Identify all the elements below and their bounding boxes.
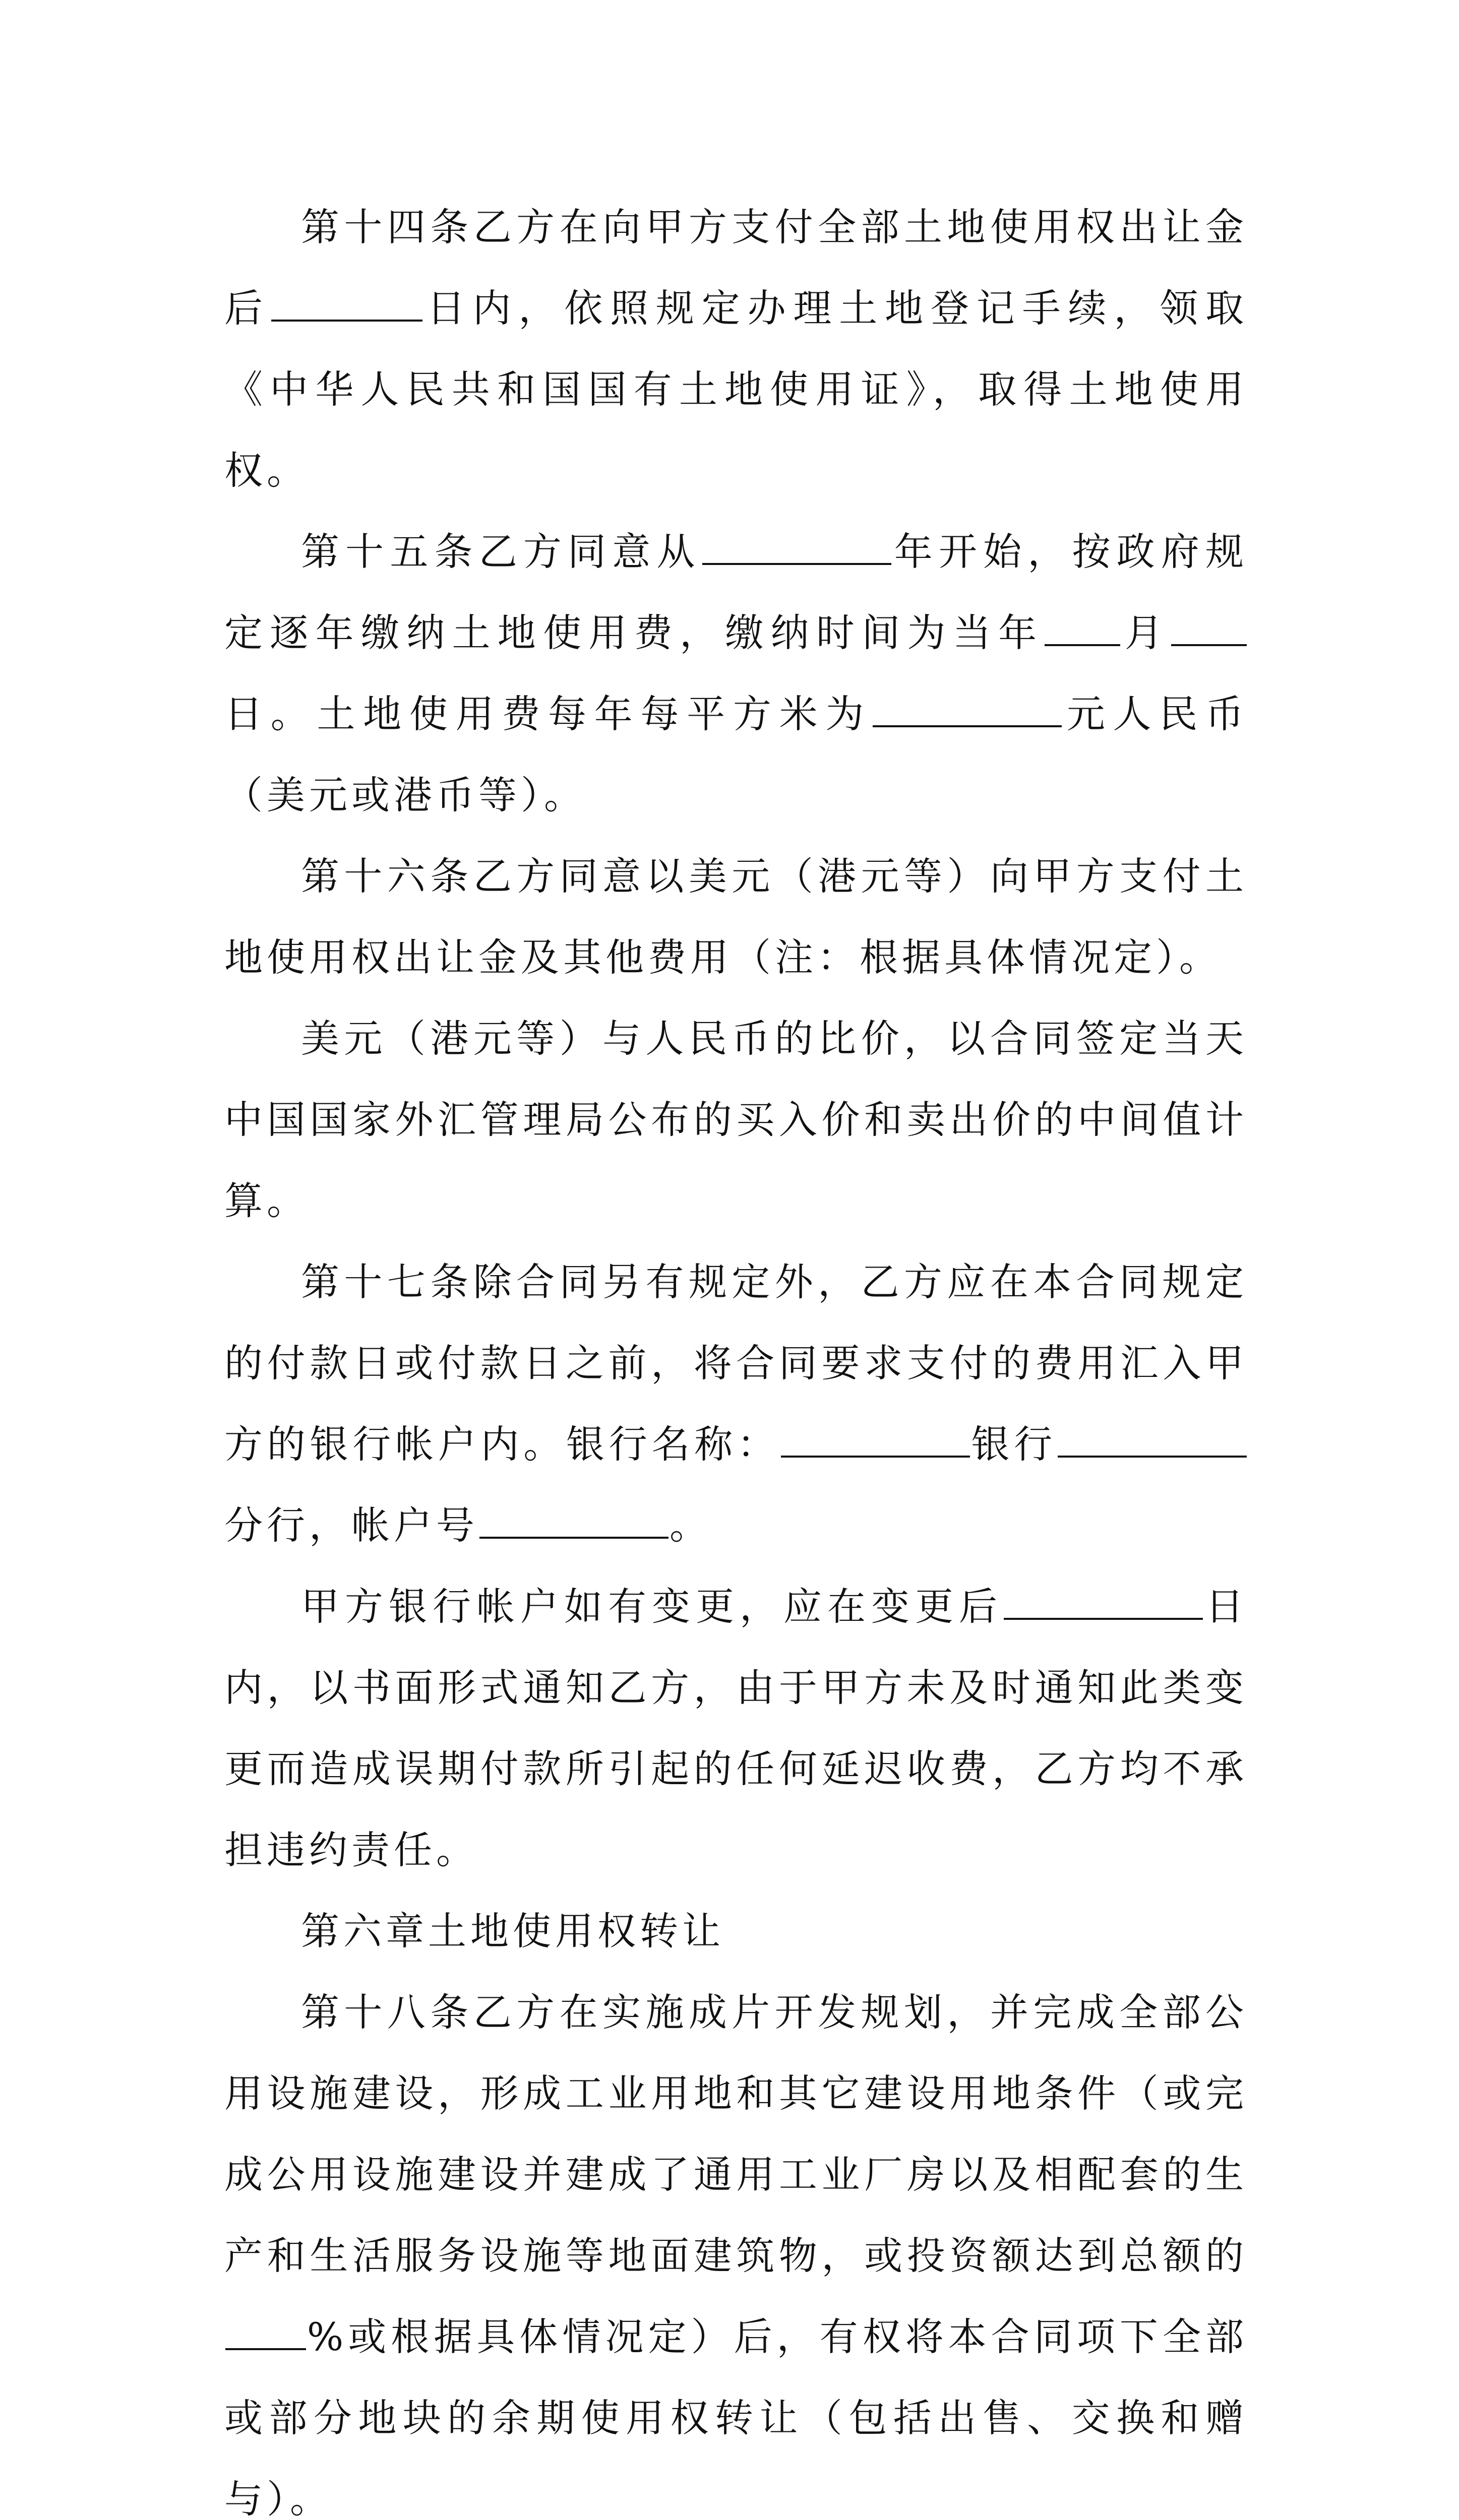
bank-change-paragraph	[224, 1566, 1248, 1891]
fill-in-blank	[1045, 613, 1120, 646]
article-14	[224, 186, 1248, 511]
article-17-text-b: 银行	[970, 1422, 1057, 1467]
exchange-rate-paragraph: 美元（港元等）与人民币的比价，以合同签定当天中国国家外汇管理局公布的买入价和卖出价的中间值计算。	[224, 1016, 1248, 1223]
article-14-text-a: 第十四条乙方在向甲方支付全部土地使用权出让金后	[224, 205, 1248, 331]
article-16: 第十六条乙方同意以美元（港元等）向甲方支付土地使用权出让金及其他费用（注：根据具体情况定）。	[224, 854, 1248, 980]
document-body	[224, 186, 1248, 2520]
article-17-text-c: 分行，帐户号	[224, 1503, 478, 1548]
chapter-heading: 第六章土地使用权转让	[301, 1909, 724, 1954]
fill-in-blank	[1058, 1424, 1247, 1458]
article-18-text-a: 第十八条乙方在实施成片开发规划，并完成全部公用设施建设，形成工业用地和其它建设用地条件（或完成公用设施建设并建成了通用工业厂房以及相配套的生产和生活服务设施等地面建筑物，或投资额达到总额的	[224, 1990, 1248, 2278]
article-15-text-a: 第十五条乙方同意从	[301, 529, 701, 574]
fill-in-blank	[702, 532, 891, 565]
article-17-text-d: 。	[670, 1503, 712, 1548]
article-15-text-d: 日。土地使用费每年每平方米为	[224, 691, 872, 736]
article-17-text-a: 第十七条除合同另有规定外，乙方应在本合同规定的付款日或付款日之前，将合同要求支付的费用汇入甲方的银行帐户内。银行名称：	[224, 1259, 1248, 1467]
bank-change-text-b: 日内，以书面形式通知乙方，由于甲方未及时通知此类变更而造成误期付款所引起的任何延迟收费，乙方均不承担违约责任。	[224, 1584, 1248, 1872]
article-15	[224, 511, 1248, 836]
fill-in-blank	[271, 288, 422, 322]
article-14-text-b: 日内，依照规定办理土地登记手续，领取《中华人民共和国国有土地使用证》，取得土地使用权。	[224, 286, 1248, 493]
fill-in-blank	[479, 1505, 668, 1539]
article-17	[224, 1241, 1248, 1566]
article-18	[224, 1972, 1248, 2520]
fill-in-blank	[1004, 1587, 1203, 1620]
fill-in-blank	[781, 1424, 970, 1458]
fill-in-blank	[873, 694, 1062, 727]
fill-in-blank	[225, 2317, 306, 2350]
article-15-text-b: 年开始，按政府规定逐年缴纳土地使用费，缴纳时间为当年	[224, 529, 1248, 655]
article-15-text-e: 元人民币（美元或港币等）。	[224, 691, 1248, 817]
article-18-text-b: %或根据具体情况定）后，有权将本合同项下全部或部分地块的余期使用权转让（包括出售、交换和赠与）。	[224, 2314, 1248, 2520]
fill-in-blank	[1171, 613, 1247, 646]
article-15-text-c: 月	[1121, 610, 1171, 655]
bank-change-text-a: 甲方银行帐户如有变更，应在变更后	[301, 1584, 1003, 1629]
